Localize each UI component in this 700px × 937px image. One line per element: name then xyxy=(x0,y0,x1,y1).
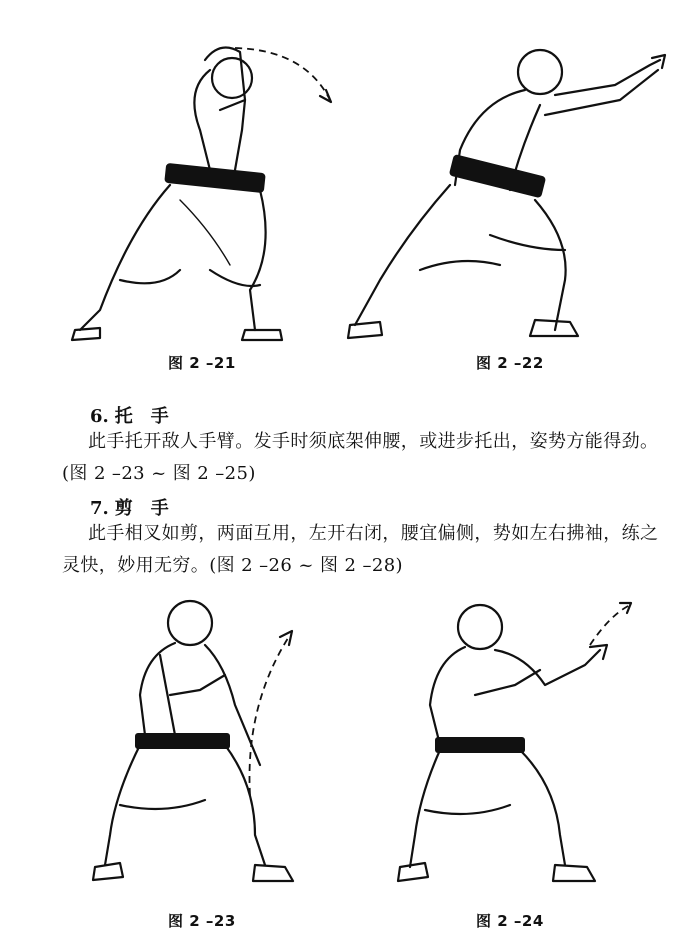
section-6-title: 托 手 xyxy=(114,406,169,427)
figure-2-23-caption: 图 2 –23 xyxy=(168,912,236,930)
figure-2-21-caption: 图 2 –21 xyxy=(168,354,236,372)
figure-2-24-caption: 图 2 –24 xyxy=(476,912,544,930)
section-6-number: 6. xyxy=(90,406,109,427)
section-7-heading xyxy=(90,494,169,520)
section-7-title: 剪 手 xyxy=(114,498,169,519)
figure-2-22-caption: 图 2 –22 xyxy=(476,354,544,372)
section-7-body: 此手相叉如剪，两面互用，左开右闭，腰宜偏侧，势如左右拂袖，练之灵快，妙用无穷。(图 2 –26 ~ 图 2 –28) xyxy=(62,523,659,576)
section-7-number: 7. xyxy=(90,498,109,519)
figure-2-23-illustration xyxy=(75,595,315,895)
section-6-body: 此手托开敌人手臂。发手时须底架伸腰，或进步托出，姿势方能得劲。(图 2 –23 ~ 图 2 –25) xyxy=(62,431,659,484)
figure-2-22-illustration xyxy=(340,40,680,350)
section-6-heading xyxy=(90,402,169,428)
figure-2-21-illustration xyxy=(60,30,350,350)
figure-2-24-illustration xyxy=(395,595,675,895)
